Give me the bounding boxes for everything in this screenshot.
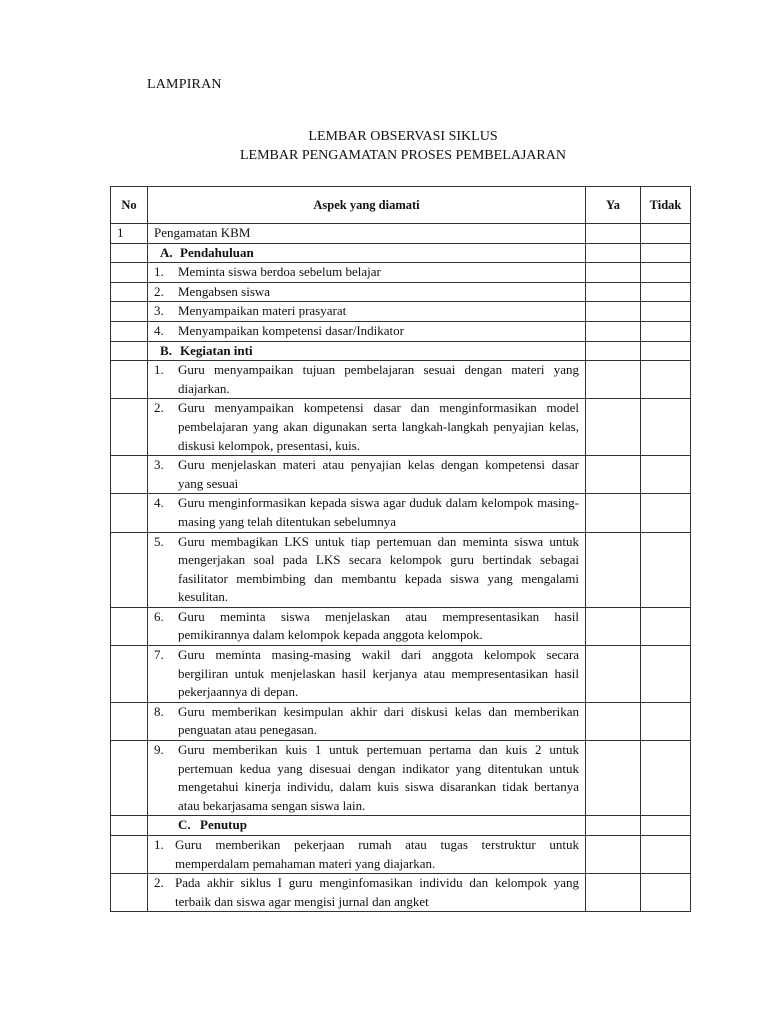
observation-item-cell (148, 607, 586, 645)
observation-item-cell (148, 532, 586, 607)
tidak-checkbox-cell[interactable] (641, 361, 691, 399)
item-number: 1. (154, 837, 164, 852)
section-heading (154, 816, 579, 835)
row-number-cell (111, 243, 148, 263)
tidak-checkbox-cell[interactable] (641, 874, 691, 912)
ya-checkbox-cell[interactable] (586, 741, 641, 816)
table-row (111, 243, 691, 263)
ya-checkbox-cell[interactable] (586, 646, 641, 703)
ya-checkbox-cell[interactable] (586, 243, 641, 263)
observation-item-cell (148, 646, 586, 703)
header-tidak: Tidak (641, 187, 691, 224)
tidak-checkbox-cell[interactable] (641, 741, 691, 816)
ya-checkbox-cell[interactable] (586, 816, 641, 836)
item-text: Guru memberikan kuis 1 untuk pertemuan pertama dan kuis 2 untuk pertemuan kedua yang disesuai dengan indikator yang ditentukan untuk mengetahui kinerja individu, dalam kuis siswa disarankan tidak bertanya atau bekarjasama sengan siswa lain. (178, 742, 579, 813)
ya-checkbox-cell[interactable] (586, 836, 641, 874)
table-row (111, 836, 691, 874)
row-number-cell (111, 361, 148, 399)
observation-item (154, 322, 579, 341)
item-text: Menyampaikan kompetensi dasar/Indikator (178, 322, 404, 338)
ya-checkbox-cell[interactable] (586, 607, 641, 645)
row-number-cell (111, 494, 148, 532)
row-number-cell (111, 741, 148, 816)
item-number: 1. (154, 264, 164, 280)
observation-item (154, 399, 579, 455)
observation-item-cell (148, 399, 586, 456)
item-text: Guru meminta siswa menjelaskan atau mempresentasikan hasil pemikirannya dalam kelompok kepada anggota kelompok. (178, 608, 579, 643)
section-heading-a (148, 243, 586, 263)
ya-checkbox-cell[interactable] (586, 282, 641, 302)
observation-table (110, 186, 691, 912)
item-text: Guru menyampaikan kompetensi dasar dan menginformasikan model pembelajaran yang akan digunakan serta langkah-langkah penyajian kelas, diskusi kelompok, presentasi, kuis. (178, 400, 579, 453)
table-row (111, 494, 691, 532)
observation-item (154, 533, 579, 607)
observation-item (154, 263, 579, 282)
table-row (111, 741, 691, 816)
table-row (111, 816, 691, 836)
title-line-1: LEMBAR OBSERVASI SIKLUS (308, 129, 498, 144)
table-row (111, 702, 691, 740)
item-text: Guru menjelaskan materi atau penyajian kelas dengan kompetensi dasar yang sesuai (178, 457, 579, 491)
document-title (0, 127, 768, 165)
observation-item-cell (148, 361, 586, 399)
table-row (111, 302, 691, 322)
row-number-cell (111, 456, 148, 494)
item-text: Guru memberikan pekerjaan rumah atau tugas terstruktur untuk memperdalam pemahaman materi yang diajarkan. (175, 837, 579, 871)
item-text: Guru menginformasikan kepada siswa agar duduk dalam kelompok masing-masing yang telah ditentukan sebelumnya (178, 495, 579, 529)
tidak-checkbox-cell[interactable] (641, 607, 691, 645)
row-number-cell (111, 607, 148, 645)
section-letter: C. (178, 817, 191, 833)
section-title: Penutup (200, 817, 247, 833)
ya-checkbox-cell[interactable] (586, 341, 641, 361)
tidak-checkbox-cell[interactable] (641, 816, 691, 836)
header-aspek: Aspek yang diamati (148, 187, 586, 224)
ya-checkbox-cell[interactable] (586, 532, 641, 607)
observation-item (154, 456, 579, 493)
header-no: No (111, 187, 148, 224)
section-heading-c (148, 816, 586, 836)
item-number: 4. (154, 322, 164, 338)
ya-checkbox-cell[interactable] (586, 399, 641, 456)
lampiran-label: LAMPIRAN (147, 77, 222, 92)
ya-checkbox-cell[interactable] (586, 494, 641, 532)
item-text: Pada akhir siklus I guru menginfomasikan individu dan kelompok yang terbaik dan siswa agar mengisi jurnal dan angket (175, 875, 579, 909)
row-number-cell (111, 341, 148, 361)
row-number-cell (111, 874, 148, 912)
item-number: 7. (154, 647, 164, 663)
ya-checkbox-cell[interactable] (586, 302, 641, 322)
item-number: 5. (154, 533, 164, 549)
item-number: 6. (154, 608, 164, 624)
table-header-row (111, 187, 691, 224)
item-number: 3. (154, 457, 164, 473)
table-row (111, 399, 691, 456)
header-ya: Ya (586, 187, 641, 224)
ya-checkbox-cell[interactable] (586, 321, 641, 341)
row-number-cell (111, 282, 148, 302)
observation-item (154, 703, 579, 740)
item-number: 4. (154, 495, 164, 511)
tidak-checkbox-cell[interactable] (641, 243, 691, 263)
observation-item (154, 836, 579, 873)
observation-item-cell (148, 836, 586, 874)
section-heading (154, 342, 579, 361)
observation-item-cell (148, 494, 586, 532)
item-text: Guru memberikan kesimpulan akhir dari diskusi kelas dan memberikan penguatan atau penegasan. (178, 703, 579, 738)
observation-item (154, 646, 579, 702)
title-line-2: LEMBAR PENGAMATAN PROSES PEMBELAJARAN (240, 148, 566, 163)
tidak-checkbox-cell[interactable] (641, 224, 691, 244)
row-number-cell: 1 (111, 224, 148, 244)
table-row (111, 321, 691, 341)
tidak-checkbox-cell[interactable] (641, 263, 691, 283)
ya-checkbox-cell[interactable] (586, 224, 641, 244)
tidak-checkbox-cell[interactable] (641, 646, 691, 703)
tidak-checkbox-cell[interactable] (641, 532, 691, 607)
table-row (111, 874, 691, 912)
tidak-checkbox-cell[interactable] (641, 702, 691, 740)
section-letter: B. (160, 342, 172, 358)
observation-item (154, 608, 579, 645)
observation-item-cell (148, 702, 586, 740)
observation-item (154, 874, 579, 911)
item-text: Mengabsen siswa (178, 283, 271, 299)
observation-item-cell (148, 263, 586, 283)
table-row (111, 263, 691, 283)
table-row (111, 282, 691, 302)
row-number-cell (111, 646, 148, 703)
row-number-cell (111, 399, 148, 456)
row-number-cell (111, 263, 148, 283)
item-number: 9. (154, 742, 164, 758)
item-text: Guru menyampaikan tujuan pembelajaran sesuai dengan materi yang diajarkan. (178, 362, 579, 396)
observation-item (154, 741, 579, 815)
item-text: Meminta siswa berdoa sebelum belajar (178, 264, 381, 280)
observation-item-cell (148, 741, 586, 816)
section-title: Pendahuluan (180, 244, 254, 260)
row-number-cell (111, 816, 148, 836)
row-number-cell (111, 321, 148, 341)
table-row (111, 607, 691, 645)
observation-item-cell (148, 874, 586, 912)
ya-checkbox-cell[interactable] (586, 456, 641, 494)
table-row (111, 456, 691, 494)
tidak-checkbox-cell[interactable] (641, 456, 691, 494)
intro-cell: Pengamatan KBM (148, 224, 586, 244)
section-title: Kegiatan inti (180, 342, 253, 358)
tidak-checkbox-cell[interactable] (641, 399, 691, 456)
ya-checkbox-cell[interactable] (586, 361, 641, 399)
item-number: 2. (154, 283, 164, 299)
item-number: 1. (154, 362, 164, 378)
item-number: 2. (154, 400, 164, 416)
observation-item (154, 494, 579, 531)
section-heading-b (148, 341, 586, 361)
item-number: 2. (154, 875, 164, 891)
item-number: 8. (154, 703, 164, 719)
observation-item (154, 361, 579, 398)
tidak-checkbox-cell[interactable] (641, 341, 691, 361)
observation-item-cell (148, 456, 586, 494)
table-row (111, 341, 691, 361)
row-number-cell (111, 836, 148, 874)
item-text: Menyampaikan materi prasyarat (178, 303, 347, 319)
item-text: Guru meminta masing-masing wakil dari anggota kelompok secara bergiliran untuk menjelaskan hasil kerjanya atau mempresentasikan hasil pekerjaannya di depan. (178, 647, 579, 700)
tidak-checkbox-cell[interactable] (641, 321, 691, 341)
item-text: Guru membagikan LKS untuk tiap pertemuan dan meminta siswa untuk mengerjakan soal pada LKS secara kelompok guru bertindak sebagai fasilitator membimbing dan membantu kepada siswa yang mengalami kesulitan. (178, 533, 579, 605)
observation-item-cell (148, 282, 586, 302)
table-row (111, 361, 691, 399)
row-number-cell (111, 702, 148, 740)
row-number-cell (111, 302, 148, 322)
section-letter: A. (160, 244, 173, 260)
observation-item-cell (148, 302, 586, 322)
table-row (111, 224, 691, 244)
tidak-checkbox-cell[interactable] (641, 282, 691, 302)
observation-item (154, 302, 579, 321)
tidak-checkbox-cell[interactable] (641, 302, 691, 322)
observation-item (154, 283, 579, 302)
table-row (111, 532, 691, 607)
table-row (111, 646, 691, 703)
tidak-checkbox-cell[interactable] (641, 494, 691, 532)
ya-checkbox-cell[interactable] (586, 874, 641, 912)
observation-item-cell (148, 321, 586, 341)
section-heading (154, 244, 579, 263)
ya-checkbox-cell[interactable] (586, 702, 641, 740)
row-number-cell (111, 532, 148, 607)
ya-checkbox-cell[interactable] (586, 263, 641, 283)
item-number: 3. (154, 303, 164, 319)
tidak-checkbox-cell[interactable] (641, 836, 691, 874)
